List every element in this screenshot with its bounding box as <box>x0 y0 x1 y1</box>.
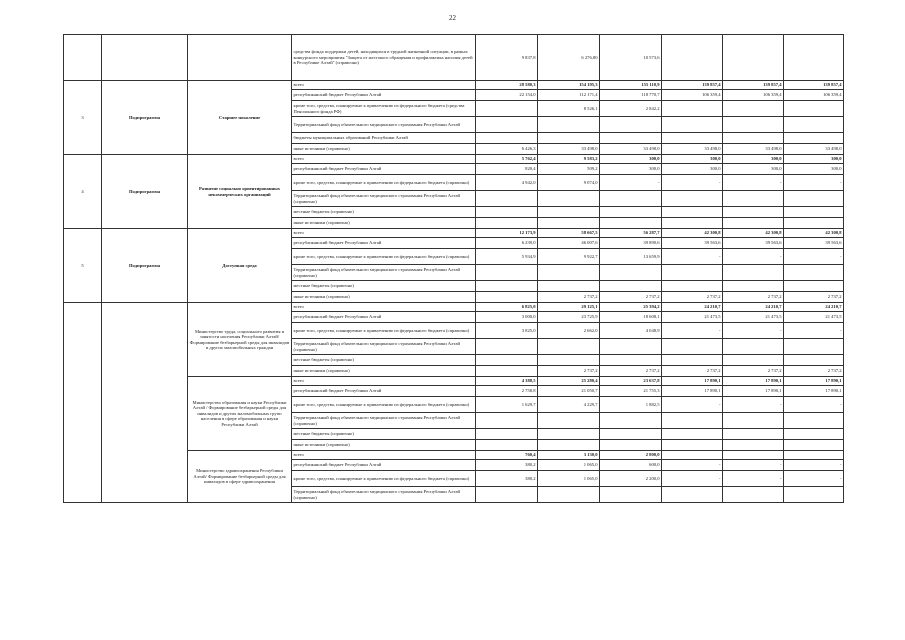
value-cell-4: - <box>662 397 723 413</box>
funding-source-cell: Территориальный фонд обязательного медицинского страхования Республики Алтай (справочно) <box>292 339 476 355</box>
value-cell-6: - <box>784 249 844 265</box>
value-cell-3: 300,0 <box>600 164 662 175</box>
value-cell-1: 380,2 <box>476 460 538 471</box>
page-number: 22 <box>449 14 456 22</box>
value-cell-1 <box>476 366 538 377</box>
value-cell-2: 25 280,4 <box>538 377 600 386</box>
value-cell-6 <box>784 35 844 81</box>
funding-source-cell: иные источники (справочно) <box>292 440 476 451</box>
value-cell-5: 39 563,6 <box>723 238 784 249</box>
value-cell-4 <box>662 218 723 229</box>
value-cell-6 <box>784 265 844 281</box>
subprogram-number: 3 <box>64 81 102 155</box>
value-cell-2: 509,2 <box>538 164 600 175</box>
funding-source-cell: республиканский бюджет Республики Алтай <box>292 312 476 323</box>
value-cell-6 <box>784 429 844 440</box>
value-cell-3 <box>600 413 662 429</box>
funding-source-cell: всего <box>292 155 476 164</box>
value-cell-3: 23 637,8 <box>600 377 662 386</box>
value-cell-1 <box>476 281 538 292</box>
subprogram-number: 5 <box>64 229 102 303</box>
value-cell-5 <box>723 35 784 81</box>
subprogram-name: Развитие социально ориентированных некоммерческих организаций <box>188 155 292 229</box>
funding-source-cell: всего <box>292 451 476 460</box>
value-cell-2: 2 662,0 <box>538 323 600 339</box>
funding-source-cell: иные источники (справочно) <box>292 218 476 229</box>
funding-source-cell: Территориальный фонд обязательного медицинского страхования Республики Алтай (справочно) <box>292 413 476 429</box>
value-cell-4 <box>662 207 723 218</box>
value-cell-6 <box>784 191 844 207</box>
value-cell-5: 300,0 <box>723 164 784 175</box>
value-cell-5 <box>723 133 784 144</box>
value-cell-2 <box>538 355 600 366</box>
subprogram-category: Подпрограмма <box>102 229 188 303</box>
value-cell-5 <box>723 429 784 440</box>
value-cell-3: 10 573,6 <box>600 35 662 81</box>
table-row <box>64 35 844 81</box>
value-cell-3 <box>600 429 662 440</box>
value-cell-1: 3 000,0 <box>476 312 538 323</box>
value-cell-3 <box>600 265 662 281</box>
value-cell-4: 39 563,6 <box>662 238 723 249</box>
value-cell-6: 39 563,6 <box>784 238 844 249</box>
value-cell-3 <box>600 133 662 144</box>
value-cell-3 <box>600 191 662 207</box>
value-cell-6: 24 210,7 <box>784 303 844 312</box>
value-cell-2 <box>538 413 600 429</box>
funding-source-cell: Территориальный фонд обязательного медицинского страхования Республики Алтай (справочно) <box>292 265 476 281</box>
value-cell-4 <box>662 413 723 429</box>
value-cell-4: 300,0 <box>662 164 723 175</box>
value-cell-2 <box>538 429 600 440</box>
value-cell-6: 106 359,4 <box>784 90 844 101</box>
value-cell-1 <box>476 413 538 429</box>
value-cell-5: 106 359,4 <box>723 90 784 101</box>
number-cell <box>64 303 102 503</box>
value-cell-3: - <box>600 175 662 191</box>
value-cell-3 <box>600 440 662 451</box>
value-cell-2: 2 737,2 <box>538 366 600 377</box>
value-cell-3 <box>600 487 662 503</box>
value-cell-1 <box>476 292 538 303</box>
subprogram-category: Подпрограмма <box>102 81 188 155</box>
value-cell-6: 2 737,2 <box>784 292 844 303</box>
value-cell-5: 2 737,2 <box>723 366 784 377</box>
value-cell-1 <box>476 355 538 366</box>
value-cell-2 <box>538 207 600 218</box>
value-cell-2 <box>538 218 600 229</box>
value-cell-5 <box>723 117 784 133</box>
value-cell-5 <box>723 101 784 117</box>
budget-table <box>63 34 844 503</box>
value-cell-4: 17 890,1 <box>662 377 723 386</box>
value-cell-4: - <box>662 471 723 487</box>
funding-source-cell: Территориальный фонд обязательного медицинского страхования Республики Алтай (справочно) <box>292 487 476 503</box>
value-cell-2: 112 171,4 <box>538 90 600 101</box>
value-cell-1 <box>476 101 538 117</box>
value-cell-5: 42 300,8 <box>723 229 784 238</box>
funding-source-cell: Территориальный фонд обязательного медицинского страхования Республики Алтай (справочно) <box>292 191 476 207</box>
value-cell-3 <box>600 281 662 292</box>
value-cell-4 <box>662 101 723 117</box>
value-cell-1 <box>476 265 538 281</box>
value-cell-2: 21 050,7 <box>538 386 600 397</box>
value-cell-1: 12 173,9 <box>476 229 538 238</box>
value-cell-6: 300,0 <box>784 155 844 164</box>
table-body <box>64 35 844 503</box>
value-cell-6: - <box>784 175 844 191</box>
value-cell-2: 9 074,0 <box>538 175 600 191</box>
table-row <box>64 155 844 164</box>
value-cell-2: 4 229,7 <box>538 397 600 413</box>
value-cell-1: 6 426,3 <box>476 144 538 155</box>
value-cell-5: 300,0 <box>723 155 784 164</box>
funding-source-cell: местные бюджеты (справочно) <box>292 281 476 292</box>
value-cell-6 <box>784 451 844 460</box>
value-cell-6: 2 737,2 <box>784 366 844 377</box>
funding-source-cell: республиканский бюджет Республики Алтай <box>292 460 476 471</box>
value-cell-6 <box>784 218 844 229</box>
value-cell-4 <box>662 191 723 207</box>
value-cell-3: 118 770,7 <box>600 90 662 101</box>
table-row <box>64 81 844 90</box>
category-cell <box>102 303 188 503</box>
value-cell-4 <box>662 440 723 451</box>
value-cell-6 <box>784 101 844 117</box>
value-cell-6 <box>784 133 844 144</box>
table-row <box>64 303 844 312</box>
funding-source-cell: местные бюджеты (справочно) <box>292 207 476 218</box>
value-cell-1 <box>476 440 538 451</box>
value-cell-5: 2 737,2 <box>723 292 784 303</box>
funding-source-cell: кроме того, средства, планируемые к привлечению из федерального бюджета (справочно) <box>292 397 476 413</box>
value-cell-1 <box>476 429 538 440</box>
value-cell-6 <box>784 413 844 429</box>
value-cell-5 <box>723 413 784 429</box>
value-cell-3: 2 737,2 <box>600 366 662 377</box>
value-cell-1: 9 837,8 <box>476 35 538 81</box>
funding-source-cell: кроме того, средства, планируемые к привлечению из федерального бюджета (справочно) <box>292 471 476 487</box>
value-cell-1: 380,2 <box>476 471 538 487</box>
subprogram-category: Подпрограмма <box>102 155 188 229</box>
value-cell-5: 17 890,1 <box>723 377 784 386</box>
value-cell-5: - <box>723 323 784 339</box>
value-cell-3: 155 110,9 <box>600 81 662 90</box>
value-cell-5: - <box>723 460 784 471</box>
value-cell-1: 6 825,0 <box>476 303 538 312</box>
value-cell-5 <box>723 191 784 207</box>
value-cell-1 <box>476 218 538 229</box>
funding-source-cell: кроме того, средства, планируемые к привлечению из федерального бюджета (справочно) <box>292 249 476 265</box>
value-cell-2: 6 276,80 <box>538 35 600 81</box>
value-cell-3 <box>600 339 662 355</box>
value-cell-3: 39 890,6 <box>600 238 662 249</box>
value-cell-4: 2 737,2 <box>662 366 723 377</box>
value-cell-5: - <box>723 249 784 265</box>
value-cell-6: - <box>784 323 844 339</box>
value-cell-1: 1 629,7 <box>476 397 538 413</box>
value-cell-3: 1 882,5 <box>600 397 662 413</box>
value-cell-1: 4 388,5 <box>476 377 538 386</box>
value-cell-2 <box>538 117 600 133</box>
funding-source-cell: кроме того, средства, планируемые к привлечению из федерального бюджета (средства Пенсионного фонда РФ) <box>292 101 476 117</box>
value-cell-1 <box>476 487 538 503</box>
value-cell-6 <box>784 117 844 133</box>
funding-source-cell: республиканский бюджет Республики Алтай <box>292 238 476 249</box>
value-cell-4: - <box>662 323 723 339</box>
value-cell-1: 4 942,0 <box>476 175 538 191</box>
funding-source-cell: кроме того, средства, планируемые к привлечению из федерального бюджета (справочно) <box>292 175 476 191</box>
value-cell-3: 56 287,7 <box>600 229 662 238</box>
funding-source-cell: иные источники (справочно) <box>292 144 476 155</box>
funding-source-cell: бюджеты муниципальных образований Республики Алтай <box>292 133 476 144</box>
value-cell-2: 23 725,9 <box>538 312 600 323</box>
funding-source-cell: республиканский бюджет Республики Алтай <box>292 164 476 175</box>
value-cell-6 <box>784 487 844 503</box>
value-cell-6: 17 890,1 <box>784 386 844 397</box>
value-cell-1: 760,4 <box>476 451 538 460</box>
value-cell-3: 2 200,0 <box>600 471 662 487</box>
subprogram-name: Старшее поколение <box>188 81 292 155</box>
funding-source-cell: местные бюджеты (справочно) <box>292 355 476 366</box>
value-cell-6: 33 498,0 <box>784 144 844 155</box>
value-cell-5 <box>723 281 784 292</box>
value-cell-3: 2 800,0 <box>600 451 662 460</box>
funding-source-cell: республиканский бюджет Республики Алтай <box>292 90 476 101</box>
value-cell-1: 3 825,0 <box>476 323 538 339</box>
table-row <box>64 229 844 238</box>
value-cell-4 <box>662 117 723 133</box>
value-cell-5: - <box>723 397 784 413</box>
value-cell-4: 21 473,5 <box>662 312 723 323</box>
value-cell-2 <box>538 265 600 281</box>
value-cell-5 <box>723 339 784 355</box>
value-cell-5: 139 857,4 <box>723 81 784 90</box>
value-cell-3: 25 394,2 <box>600 303 662 312</box>
value-cell-6 <box>784 339 844 355</box>
value-cell-6 <box>784 207 844 218</box>
value-cell-1: 5 934,9 <box>476 249 538 265</box>
value-cell-2: 1 065,0 <box>538 471 600 487</box>
value-cell-4: - <box>662 249 723 265</box>
value-cell-3 <box>600 218 662 229</box>
funding-source-cell: кроме того, средства, планируемые к привлечению из федерального бюджета (справочно) <box>292 323 476 339</box>
value-cell-6: 300,0 <box>784 164 844 175</box>
value-cell-1: 22 154,0 <box>476 90 538 101</box>
value-cell-3: 2 737,2 <box>600 292 662 303</box>
value-cell-2: 8 526,1 <box>538 101 600 117</box>
value-cell-5 <box>723 451 784 460</box>
name-cell <box>188 35 292 81</box>
value-cell-4: 2 737,2 <box>662 292 723 303</box>
funding-source-cell: Территориальный фонд обязательного медицинского страхования Республики Алтай <box>292 117 476 133</box>
value-cell-1: 5 762,4 <box>476 155 538 164</box>
value-cell-4: 106 359,4 <box>662 90 723 101</box>
value-cell-5: 21 473,5 <box>723 312 784 323</box>
value-cell-6 <box>784 355 844 366</box>
value-cell-4 <box>662 429 723 440</box>
value-cell-3: 21 755,3 <box>600 386 662 397</box>
value-cell-5 <box>723 355 784 366</box>
value-cell-1: 2 758,8 <box>476 386 538 397</box>
subprogram-number: 4 <box>64 155 102 229</box>
value-cell-4: 17 890,1 <box>662 386 723 397</box>
value-cell-3 <box>600 207 662 218</box>
value-cell-1 <box>476 339 538 355</box>
value-cell-2 <box>538 440 600 451</box>
value-cell-6: - <box>784 460 844 471</box>
value-cell-5 <box>723 487 784 503</box>
value-cell-2: 29 125,1 <box>538 303 600 312</box>
value-cell-3: 18 608,1 <box>600 312 662 323</box>
value-cell-4: 300,0 <box>662 155 723 164</box>
value-cell-4: 139 857,4 <box>662 81 723 90</box>
value-cell-4 <box>662 281 723 292</box>
value-cell-2 <box>538 281 600 292</box>
value-cell-2: 9 583,2 <box>538 155 600 164</box>
value-cell-4: - <box>662 460 723 471</box>
funding-source-cell: местные бюджеты (справочно) <box>292 429 476 440</box>
value-cell-6: 21 473,5 <box>784 312 844 323</box>
value-cell-1 <box>476 207 538 218</box>
funding-source-cell: всего <box>292 81 476 90</box>
value-cell-2 <box>538 339 600 355</box>
value-cell-2: 3 130,0 <box>538 451 600 460</box>
funding-source-cell: иные источники (справочно) <box>292 292 476 303</box>
value-cell-4 <box>662 133 723 144</box>
value-cell-6 <box>784 281 844 292</box>
value-cell-1 <box>476 191 538 207</box>
value-cell-5 <box>723 218 784 229</box>
value-cell-4: - <box>662 175 723 191</box>
value-cell-3: 33 498,0 <box>600 144 662 155</box>
executor-name: Министерство образования и науки Республики Алтай / Формирование безбарьерной среды для инвалидов и других маломобильных групп населения в сфере образования и науки Республики Алтай <box>188 377 292 451</box>
value-cell-5 <box>723 207 784 218</box>
value-cell-3 <box>600 355 662 366</box>
value-cell-4 <box>662 35 723 81</box>
value-cell-6 <box>784 440 844 451</box>
value-cell-5: - <box>723 471 784 487</box>
value-cell-2: 58 667,5 <box>538 229 600 238</box>
value-cell-5: 24 210,7 <box>723 303 784 312</box>
funding-source-cell: республиканский бюджет Республики Алтай <box>292 386 476 397</box>
value-cell-4: 24 210,7 <box>662 303 723 312</box>
value-cell-5 <box>723 440 784 451</box>
funding-source-cell: средства фонда поддержки детей, находящихся в трудной жизненной ситуации, в рамках конкурсного мероприятия "Защита от жестокого обращения и профилактика насилия детей в Республике Алтай" (справочно) <box>292 35 476 81</box>
value-cell-4 <box>662 339 723 355</box>
value-cell-2: 154 195,3 <box>538 81 600 90</box>
number-cell <box>64 35 102 81</box>
value-cell-4: 42 300,8 <box>662 229 723 238</box>
value-cell-6: 17 890,1 <box>784 377 844 386</box>
value-cell-5 <box>723 265 784 281</box>
executor-name: Министерство здравоохранения Республики Алтай/ Формирование безбарьерной среды для инвалидов в сфере здравоохранения <box>188 451 292 503</box>
funding-source-cell: всего <box>292 377 476 386</box>
value-cell-2: 9 922,7 <box>538 249 600 265</box>
value-cell-4 <box>662 451 723 460</box>
value-cell-2: 1 065,0 <box>538 460 600 471</box>
value-cell-1: 28 580,3 <box>476 81 538 90</box>
value-cell-6: - <box>784 471 844 487</box>
value-cell-2 <box>538 191 600 207</box>
funding-source-cell: всего <box>292 229 476 238</box>
value-cell-4 <box>662 487 723 503</box>
value-cell-5: - <box>723 175 784 191</box>
value-cell-1 <box>476 133 538 144</box>
executor-name: Министерство труда, социального развития и занятости населения Республики Алтай/ Формирование безбарьерной среды для инвалидов и других маломобильных граждан <box>188 303 292 377</box>
value-cell-6: 42 300,8 <box>784 229 844 238</box>
value-cell-3: 4 048,9 <box>600 323 662 339</box>
value-cell-4: 33 498,0 <box>662 144 723 155</box>
value-cell-3 <box>600 117 662 133</box>
value-cell-6: 139 857,4 <box>784 81 844 90</box>
value-cell-2 <box>538 133 600 144</box>
value-cell-3: 2 842,2 <box>600 101 662 117</box>
value-cell-5: 33 498,0 <box>723 144 784 155</box>
value-cell-3: 600,0 <box>600 460 662 471</box>
funding-source-cell: иные источники (справочно) <box>292 366 476 377</box>
value-cell-4 <box>662 355 723 366</box>
value-cell-5: 17 890,1 <box>723 386 784 397</box>
value-cell-2: 33 498,0 <box>538 144 600 155</box>
value-cell-1: 820,4 <box>476 164 538 175</box>
value-cell-2: 2 737,2 <box>538 292 600 303</box>
funding-source-cell: всего <box>292 303 476 312</box>
value-cell-6: - <box>784 397 844 413</box>
value-cell-3: 13 659,9 <box>600 249 662 265</box>
value-cell-2: 46 007,6 <box>538 238 600 249</box>
category-cell <box>102 35 188 81</box>
subprogram-name: Доступная среда <box>188 229 292 303</box>
value-cell-4 <box>662 265 723 281</box>
value-cell-1: 6 239,0 <box>476 238 538 249</box>
value-cell-2 <box>538 487 600 503</box>
value-cell-3: 300,0 <box>600 155 662 164</box>
value-cell-1 <box>476 117 538 133</box>
